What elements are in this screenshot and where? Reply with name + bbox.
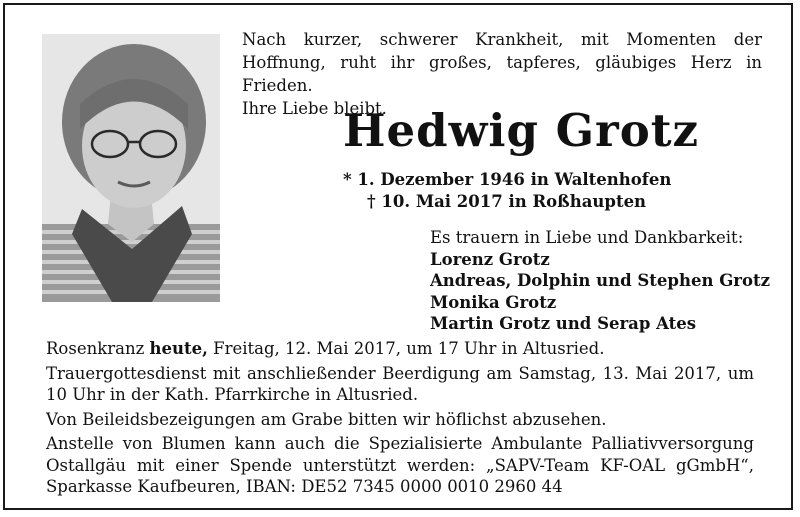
intro-line: Nach kurzer, schwerer Krankheit, mit Momenten der Hoffnung, ruht ihr großes, tapferes, gläubiges Herz in Frieden. <box>242 30 762 95</box>
donation-info: Anstelle von Blumen kann auch die Spezialisierte Ambulante Palliativversorgung Ostallgäu mit einer Spende unterstützt werden: „SAPV-Team KF-OAL gGmbH“, Sparkasse Kaufbeuren, IBAN: DE52 7345 0000 0010 2960 44 <box>46 434 754 496</box>
rosary-info <box>46 338 754 360</box>
rosary-prefix: Rosenkranz <box>46 339 145 358</box>
death-date: † 10. Mai 2017 in Roßhaupten <box>367 192 647 211</box>
rosary-today: heute, <box>149 339 208 358</box>
mourners-list <box>430 227 770 335</box>
mourner-name: Lorenz Grotz <box>430 249 550 269</box>
birth-date: * 1. Dezember 1946 in Waltenhofen <box>343 170 672 189</box>
funeral-details <box>46 338 754 501</box>
intro-closing: Ihre Liebe bleibt. <box>242 99 387 118</box>
life-dates <box>343 169 671 213</box>
condolences-note: Von Beileidsbezeigungen am Grabe bitten wir höflichst abzusehen. <box>46 409 607 429</box>
rosary-rest: Freitag, 12. Mai 2017, um 17 Uhr in Altusried. <box>213 339 605 358</box>
mourner-name: Monika Grotz <box>430 292 557 312</box>
mourner-name: Andreas, Dolphin und Stephen Grotz <box>430 271 770 290</box>
portrait-photo <box>42 34 220 302</box>
service-info: Trauergottesdienst mit anschließender Beerdigung am Samstag, 13. Mai 2017, um 10 Uhr in der Kath. Pfarrkirche in Altusried. <box>46 363 754 404</box>
deceased-name: Hedwig Grotz <box>343 104 700 157</box>
mourner-name: Martin Grotz und Serap Ates <box>430 314 697 333</box>
mourners-label: Es trauern in Liebe und Dankbarkeit: <box>430 228 744 247</box>
